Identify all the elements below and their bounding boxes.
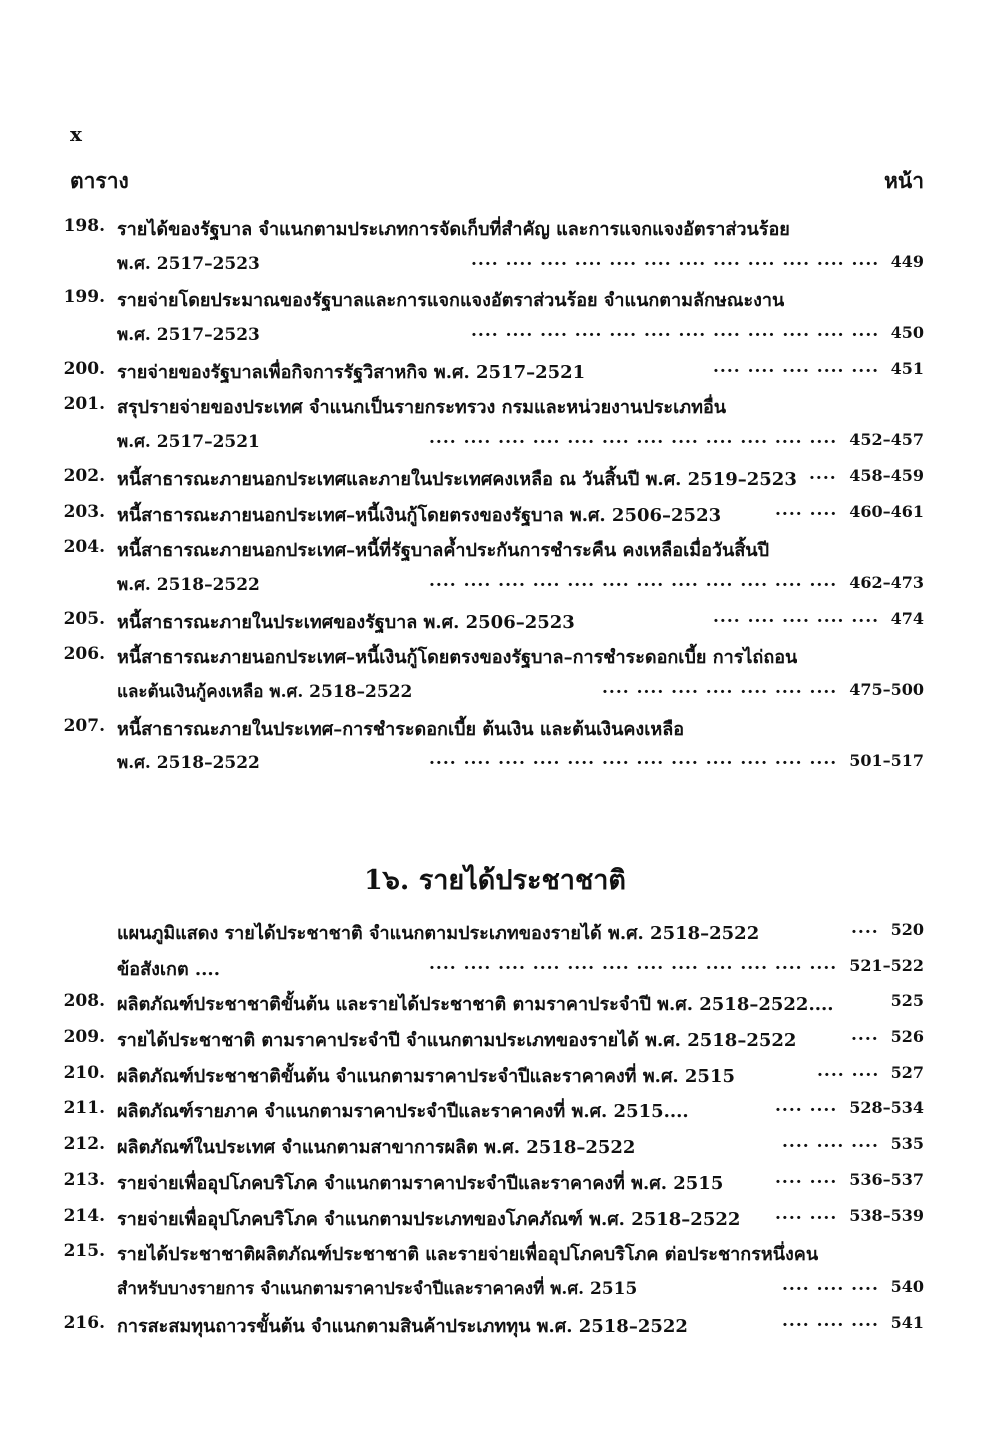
page-number: 536–537	[849, 1169, 924, 1189]
entry-title: หนี้สาธารณะภายในประเทศ–การชำระดอกเบี้ย ต้นเงิน และต้นเงินคงเหลือ	[117, 718, 685, 740]
roman-page-number: x	[70, 122, 82, 146]
entry-title: สำหรับบางรายการ จำแนกตามราคาประจำปีและราคาคงที่ พ.ศ. 2515	[117, 1278, 638, 1299]
toc-entry-line	[0, 460, 990, 496]
entry-title: ผลิตภัณฑ์ในประเทศ จำแนกตามสาขาการผลิต พ.ศ. 2518–2522	[117, 1137, 636, 1159]
toc-entry-line	[0, 638, 990, 674]
entry-title: และต้นเงินกู้คงเหลือ พ.ศ. 2518–2522	[117, 681, 413, 702]
toc-entry-line	[0, 567, 990, 603]
entry-title: การสะสมทุนถาวรขั้นต้น จำแนกตามสินค้าประเภททุน พ.ศ. 2518–2522	[117, 1315, 688, 1337]
entry-title: ผลิตภัณฑ์ประชาชาติขั้นต้น และรายได้ประชาชาติ ตามราคาประจำปี พ.ศ. 2518–2522....	[117, 994, 834, 1016]
page-number: 474	[890, 608, 924, 628]
entry-title: หนี้สาธารณะภายนอกประเทศ–หนี้เงินกู้โดยตรงของรัฐบาล–การชำระดอกเบี้ย การไถ่ถอน	[117, 647, 798, 669]
dot-leader: .... .... .... .... .... .... ....	[602, 677, 838, 698]
toc-entry	[0, 460, 990, 496]
entry-title: พ.ศ. 2517–2521	[117, 432, 260, 453]
page-number: 458–459	[849, 465, 924, 485]
entry-title: รายจ่ายเพื่ออุปโภคบริโภค จำแนกตามราคาประจำปีและราคาคงที่ พ.ศ. 2515	[117, 1172, 724, 1194]
dot-leader: .... .... .... .... .... .... .... .... .... .... .... ....	[429, 428, 838, 449]
dot-leader: .... .... ....	[782, 1132, 879, 1153]
toc-entry	[0, 531, 990, 602]
entry-title: พ.ศ. 2517–2523	[117, 325, 260, 346]
toc-entry	[0, 1092, 990, 1128]
dot-leader: .... ....	[775, 1096, 838, 1117]
table-number: 205.	[63, 608, 105, 629]
toc-entry	[0, 353, 990, 389]
dot-leader: .... ....	[775, 499, 838, 520]
page-number: 540	[890, 1276, 924, 1296]
toc-entry-line	[0, 1307, 990, 1343]
dot-leader: .... .... .... .... ....	[713, 606, 880, 627]
page-number: 501–517	[849, 751, 924, 771]
page-number: 541	[890, 1312, 924, 1332]
entry-title: รายจ่ายโดยประมาณของรัฐบาลและการแจกแจงอัตราส่วนร้อย จำแนกตามลักษณะงาน	[117, 290, 785, 312]
dot-leader: .... .... .... .... .... .... .... .... .... .... .... ....	[471, 249, 880, 270]
toc-entry	[0, 496, 990, 532]
toc-entry-line	[0, 424, 990, 460]
dot-leader: .... ....	[775, 1167, 838, 1188]
toc-entry-line	[0, 1164, 990, 1200]
table-of-contents-section-2	[0, 914, 990, 1342]
page-number: 462–473	[849, 572, 924, 592]
toc-entry-line	[0, 317, 990, 353]
toc-entry	[0, 1164, 990, 1200]
page-number: 520	[890, 920, 924, 939]
table-number: 216.	[63, 1312, 105, 1333]
toc-entry-line	[0, 246, 990, 282]
entry-title: หนี้สาธารณะภายนอกประเทศ–หนี้ที่รัฐบาลค้ำประกันการชำระคืน คงเหลือเมื่อวันสิ้นปี	[117, 540, 770, 562]
toc-entry	[0, 914, 990, 950]
dot-leader: .... .... .... .... ....	[713, 356, 880, 377]
table-number: 201.	[63, 394, 105, 415]
entry-title: หนี้สาธารณะภายนอกประเทศและภายในประเทศคงเหลือ ณ วันสิ้นปี พ.ศ. 2519–2523	[117, 468, 797, 490]
toc-entry-line	[0, 1235, 990, 1271]
toc-entry-line	[0, 1200, 990, 1236]
toc-entry	[0, 638, 990, 709]
toc-entry	[0, 1235, 990, 1306]
toc-entry	[0, 950, 990, 986]
toc-entry-line	[0, 353, 990, 389]
entry-title: พ.ศ. 2518–2522	[117, 753, 260, 774]
page-number: 528–534	[849, 1098, 924, 1118]
dot-leader: .... .... ....	[782, 1310, 879, 1331]
entry-title: หนี้สาธารณะภายในประเทศของรัฐบาล พ.ศ. 2506–2523	[117, 611, 575, 633]
entry-title: ผลิตภัณฑ์ประชาชาติขั้นต้น จำแนกตามราคาประจำปีและราคาคงที่ พ.ศ. 2515	[117, 1065, 736, 1087]
page-number: 449	[890, 251, 924, 271]
toc-entry	[0, 1200, 990, 1236]
toc-entry	[0, 210, 990, 281]
dot-leader: .... .... .... .... .... .... .... .... .... .... .... ....	[429, 749, 838, 770]
page-number: 452–457	[849, 430, 924, 450]
entry-title: พ.ศ. 2518–2522	[117, 574, 260, 595]
toc-entry-line	[0, 710, 990, 746]
entry-title: รายได้ประชาชาติผลิตภัณฑ์ประชาชาติ และรายจ่ายเพื่ออุปโภคบริโภค ต่อประชากรหนึ่งคน	[117, 1244, 819, 1266]
entry-title: รายได้ประชาชาติ ตามราคาประจำปี จำแนกตามประเภทของรายได้ พ.ศ. 2518–2522	[117, 1030, 797, 1052]
table-number: 206.	[63, 644, 105, 665]
table-number: 208.	[63, 991, 105, 1012]
table-number: 214.	[63, 1205, 105, 1226]
toc-entry-line	[0, 1021, 990, 1057]
toc-entry-line	[0, 210, 990, 246]
table-number: 199.	[63, 287, 105, 308]
toc-entry-line	[0, 1271, 990, 1307]
toc-entry	[0, 985, 990, 1021]
page-number: 526	[890, 1027, 924, 1047]
toc-entry-line	[0, 603, 990, 639]
toc-entry-line	[0, 496, 990, 532]
toc-entry	[0, 603, 990, 639]
toc-entry-line	[0, 950, 990, 986]
page-number: 525	[890, 991, 924, 1011]
page-number: 451	[890, 358, 924, 378]
dot-leader: .... ....	[817, 1060, 880, 1081]
chapter-title: 1๖. รายได้ประชาชาติ	[364, 865, 626, 896]
entry-title: พ.ศ. 2517–2523	[117, 253, 260, 274]
dot-leader: ....	[851, 1025, 879, 1046]
table-number: 207.	[63, 715, 105, 736]
dot-leader: ....	[809, 463, 837, 484]
toc-entry	[0, 1057, 990, 1093]
entry-title: สรุปรายจ่ายของประเทศ จำแนกเป็นรายกระทรวง กรมและหน่วยงานประเภทอื่น	[117, 397, 727, 419]
toc-entry	[0, 1307, 990, 1343]
dot-leader: .... .... .... .... .... .... .... .... .... .... .... ....	[429, 953, 838, 974]
dot-leader: .... .... ....	[782, 1274, 879, 1295]
page-number: 535	[890, 1134, 924, 1154]
entry-title: ข้อสังเกต ....	[117, 958, 220, 980]
toc-entry	[0, 710, 990, 781]
page-number: 521–522	[849, 955, 924, 975]
toc-entry	[0, 281, 990, 352]
table-number: 213.	[63, 1169, 105, 1190]
entry-title: รายจ่ายของรัฐบาลเพื่อกิจการรัฐวิสาหกิจ พ.ศ. 2517–2521	[117, 361, 586, 383]
entry-title: รายจ่ายเพื่ออุปโภคบริโภค จำแนกตามประเภทของโภคภัณฑ์ พ.ศ. 2518–2522	[117, 1208, 741, 1230]
entry-title: แผนภูมิแสดง รายได้ประชาชาติ จำแนกตามประเภทของรายได้ พ.ศ. 2518–2522	[117, 923, 760, 944]
page-number: 527	[890, 1062, 924, 1082]
page-number: 460–461	[849, 501, 924, 521]
toc-entry	[0, 1021, 990, 1057]
toc-entry-line	[0, 1057, 990, 1093]
toc-entry-line	[0, 531, 990, 567]
dot-leader: .... ....	[775, 1203, 838, 1224]
dot-leader: .... .... .... .... .... .... .... .... .... .... .... ....	[429, 570, 838, 591]
table-number: 204.	[63, 537, 105, 558]
toc-entry-line	[0, 985, 990, 1021]
page-column-header: หน้า	[884, 168, 924, 193]
table-of-contents-section-1	[0, 210, 990, 781]
toc-entry-line	[0, 1092, 990, 1128]
table-number: 212.	[63, 1134, 105, 1155]
table-number: 215.	[63, 1241, 105, 1262]
dot-leader: .... .... .... .... .... .... .... .... .... .... .... ....	[471, 321, 880, 342]
entry-title: ผลิตภัณฑ์รายภาค จำแนกตามราคาประจำปีและราคาคงที่ พ.ศ. 2515....	[117, 1101, 689, 1123]
toc-entry-line	[0, 388, 990, 424]
toc-entry-line	[0, 281, 990, 317]
table-number: 203.	[63, 501, 105, 522]
toc-entry-line	[0, 674, 990, 710]
entry-title: รายได้ของรัฐบาล จำแนกตามประเภทการจัดเก็บที่สำคัญ และการแจกแจงอัตราส่วนร้อย	[117, 219, 790, 240]
page-number: 450	[890, 323, 924, 343]
page-number: 538–539	[849, 1205, 924, 1225]
table-column-header: ตาราง	[70, 168, 129, 193]
table-number: 210.	[63, 1062, 105, 1083]
toc-entry-line	[0, 745, 990, 781]
entry-title: หนี้สาธารณะภายนอกประเทศ–หนี้เงินกู้โดยตรงของรัฐบาล พ.ศ. 2506–2523	[117, 504, 722, 526]
table-number: 200.	[63, 358, 105, 379]
table-number: 202.	[63, 465, 105, 486]
table-number: 211.	[63, 1098, 105, 1119]
table-number: 209.	[63, 1027, 105, 1048]
dot-leader: ....	[851, 918, 879, 938]
toc-entry-line	[0, 1128, 990, 1164]
toc-entry-line	[0, 914, 990, 950]
page-number: 475–500	[849, 679, 924, 699]
table-number: 198.	[63, 216, 105, 236]
toc-entry	[0, 1128, 990, 1164]
toc-entry	[0, 388, 990, 459]
